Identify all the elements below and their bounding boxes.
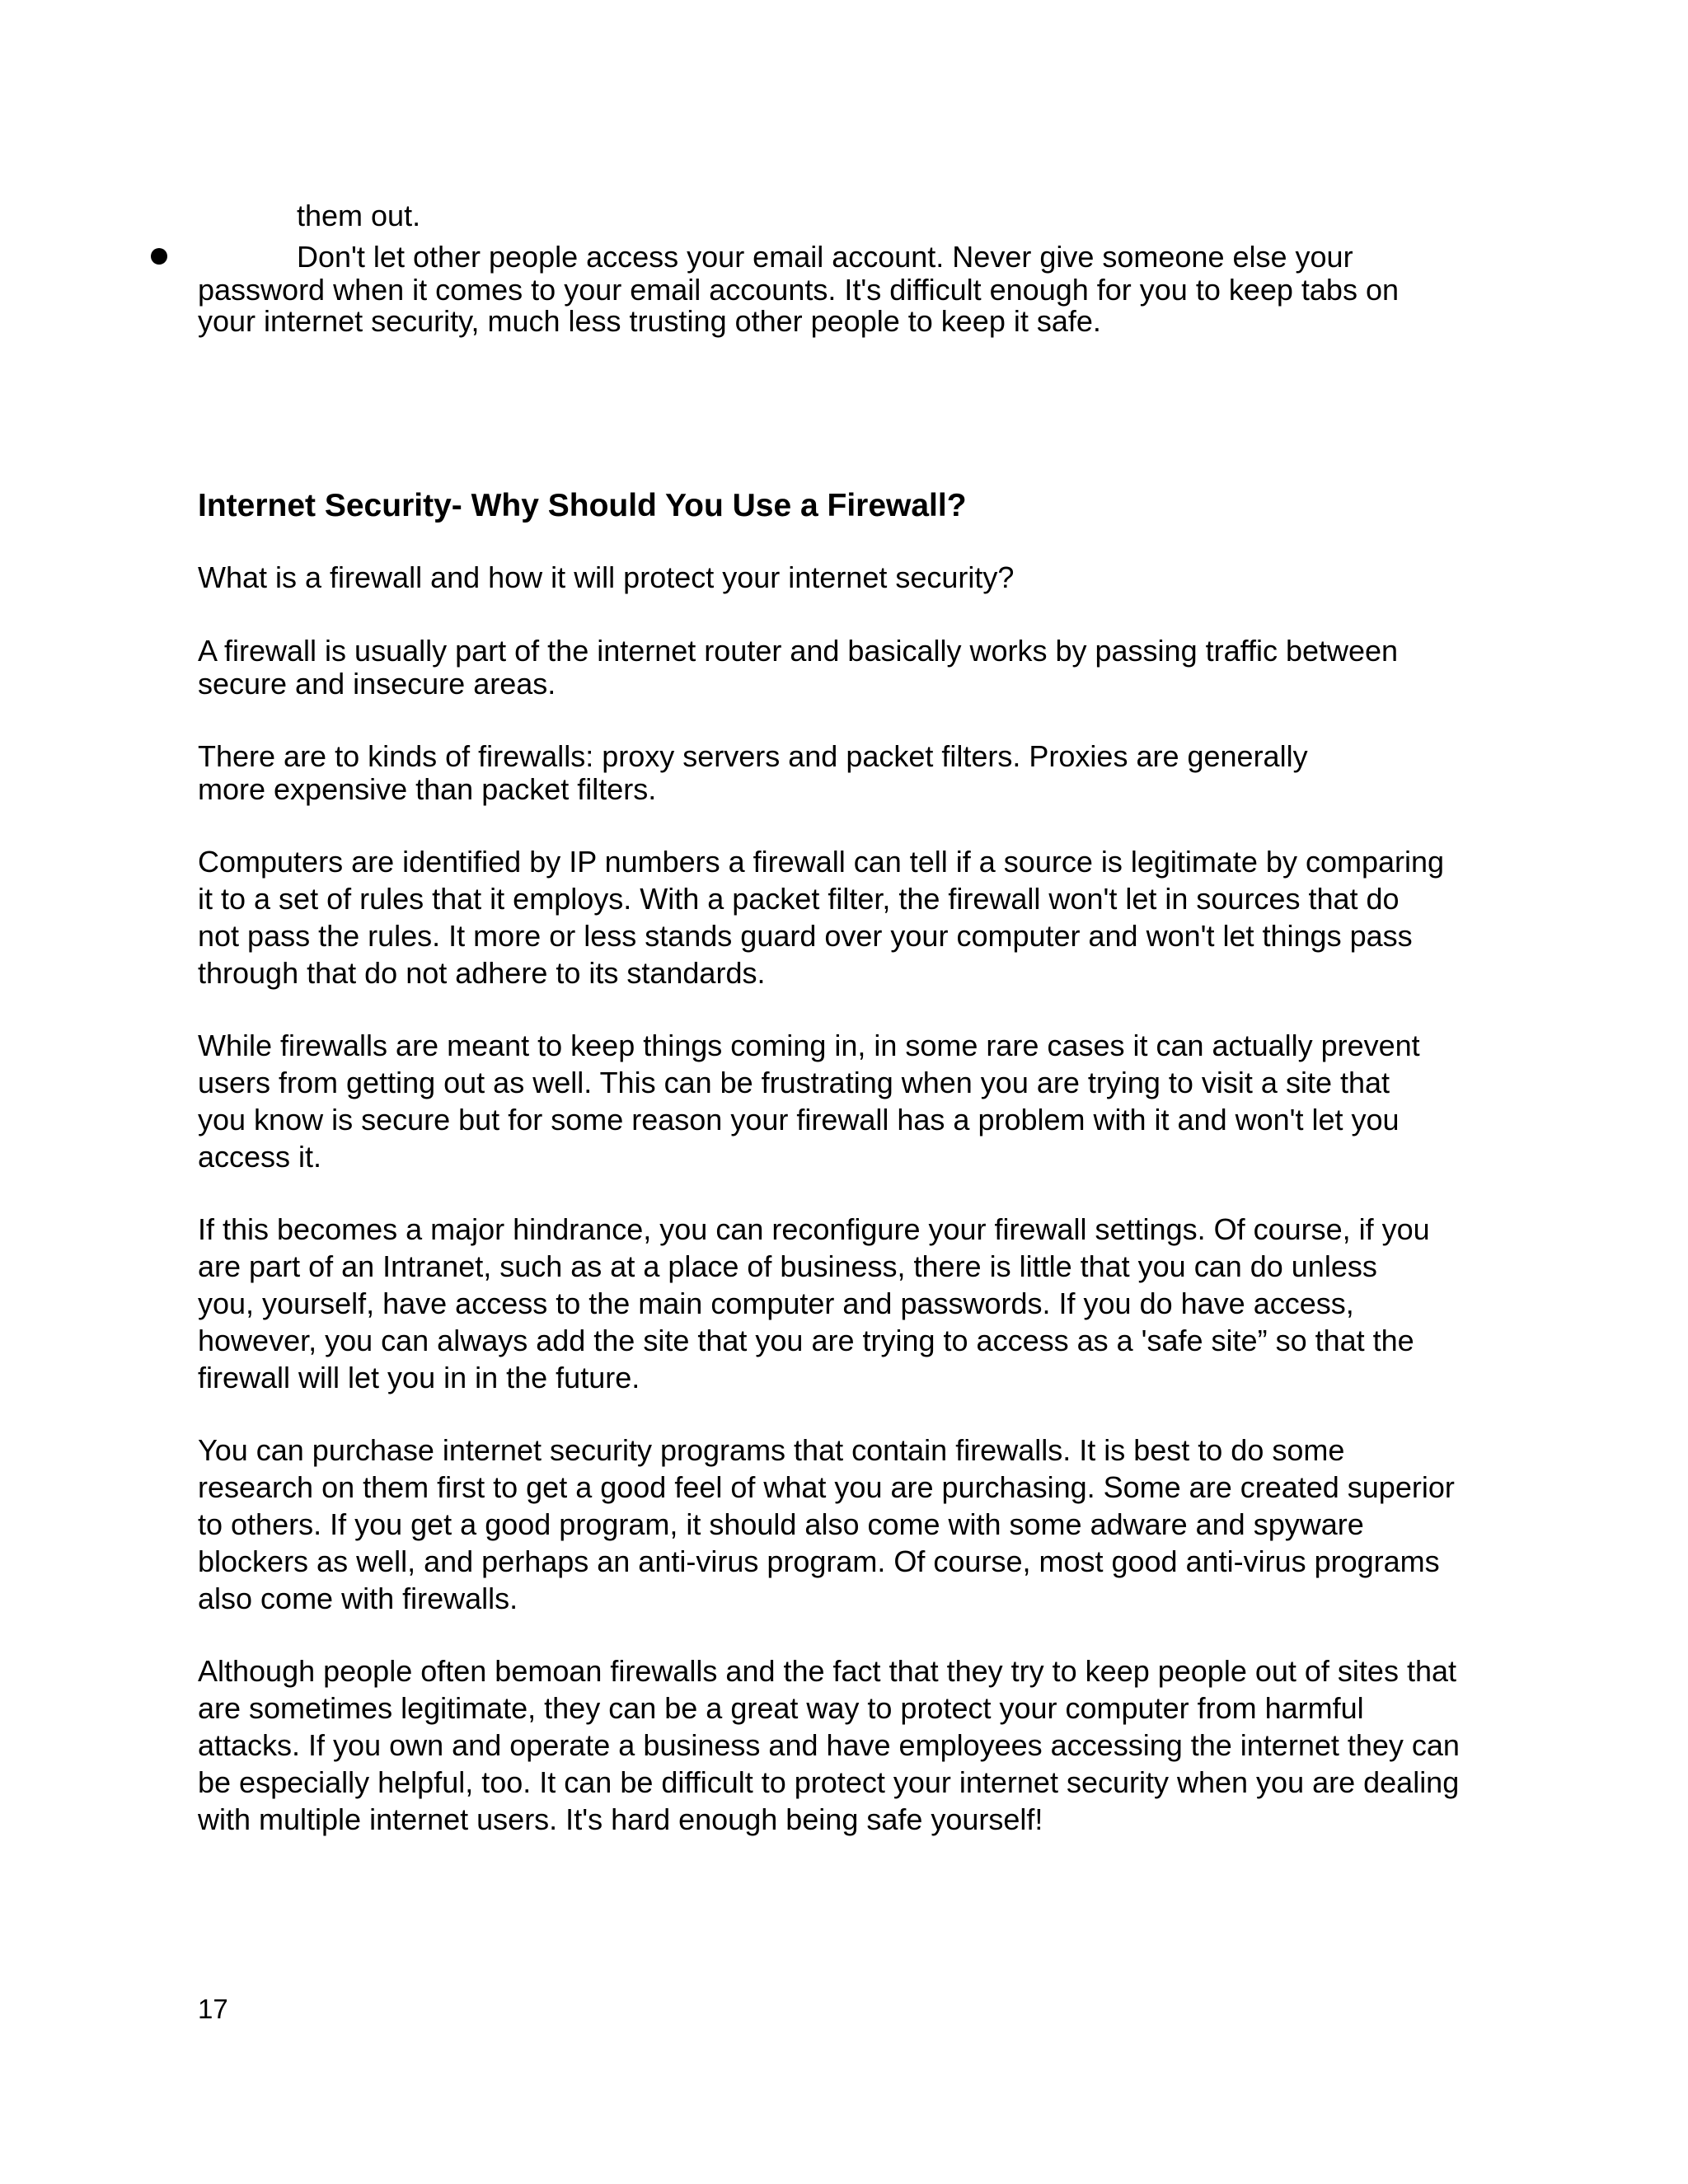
paragraph-line: more expensive than packet filters. — [198, 772, 657, 806]
bullet-continuation-text: them out. — [297, 199, 421, 232]
paragraph-line: attacks. If you own and operate a business and have employees accessing the internet they can — [198, 1728, 1460, 1762]
paragraph-line: to others. If you get a good program, it should also come with some adware and spyware — [198, 1507, 1364, 1541]
paragraph-line: There are to kinds of firewalls: proxy servers and packet filters. Proxies are generally — [198, 739, 1308, 773]
paragraph-line: are sometimes legitimate, they can be a great way to protect your computer from harmful — [198, 1691, 1364, 1725]
paragraph-line: Computers are identified by IP numbers a firewall can tell if a source is legitimate by comparing — [198, 845, 1445, 879]
bullet-line: Don't let other people access your email account. Never give someone else your — [297, 240, 1353, 274]
paragraph-line: While firewalls are meant to keep things coming in, in some rare cases it can actually prevent — [198, 1029, 1420, 1062]
bullet-line: password when it comes to your email accounts. It's difficult enough for you to keep tabs on — [198, 273, 1399, 307]
paragraph-line: blockers as well, and perhaps an anti-virus program. Of course, most good anti-virus programs — [198, 1544, 1440, 1578]
paragraph-line: access it. — [198, 1140, 322, 1174]
paragraph-line: not pass the rules. It more or less stands guard over your computer and won't let things pass — [198, 919, 1413, 953]
paragraph-line: you know is secure but for some reason your firewall has a problem with it and won't let you — [198, 1103, 1400, 1137]
paragraph-line: also come with firewalls. — [198, 1582, 518, 1615]
paragraph-line: firewall will let you in in the future. — [198, 1361, 640, 1394]
section-heading: Internet Security- Why Should You Use a Firewall? — [198, 488, 967, 523]
paragraph-line: If this becomes a major hindrance, you can reconfigure your firewall settings. Of course, if you — [198, 1212, 1430, 1246]
paragraph-line: research on them first to get a good feel of what you are purchasing. Some are created superior — [198, 1470, 1455, 1504]
paragraph-line: are part of an Intranet, such as at a place of business, there is little that you can do unless — [198, 1249, 1377, 1283]
paragraph-line: you, yourself, have access to the main computer and passwords. If you do have access, — [198, 1286, 1354, 1320]
paragraph-line: You can purchase internet security programs that contain firewalls. It is best to do some — [198, 1433, 1345, 1467]
paragraph-line: Although people often bemoan firewalls and the fact that they try to keep people out of sites that — [198, 1654, 1456, 1688]
paragraph-line: secure and insecure areas. — [198, 667, 556, 701]
paragraph-line: users from getting out as well. This can be frustrating when you are trying to visit a site that — [198, 1066, 1390, 1099]
paragraph-line: it to a set of rules that it employs. With a packet filter, the firewall won't let in sources that do — [198, 882, 1400, 916]
paragraph-line: however, you can always add the site that you are trying to access as a 'safe site” so that the — [198, 1324, 1414, 1357]
paragraph-line: through that do not adhere to its standards. — [198, 956, 766, 990]
page-number: 17 — [198, 1994, 228, 2024]
bullet-icon — [151, 248, 167, 265]
paragraph-line: A firewall is usually part of the internet router and basically works by passing traffic between — [198, 634, 1399, 668]
paragraph-line: with multiple internet users. It's hard enough being safe yourself! — [198, 1802, 1043, 1836]
bullet-line: your internet security, much less trusting other people to keep it safe. — [198, 304, 1101, 338]
paragraph-line: What is a firewall and how it will protect your internet security? — [198, 560, 1015, 594]
paragraph-line: be especially helpful, too. It can be difficult to protect your internet security when you are dealing — [198, 1765, 1460, 1799]
